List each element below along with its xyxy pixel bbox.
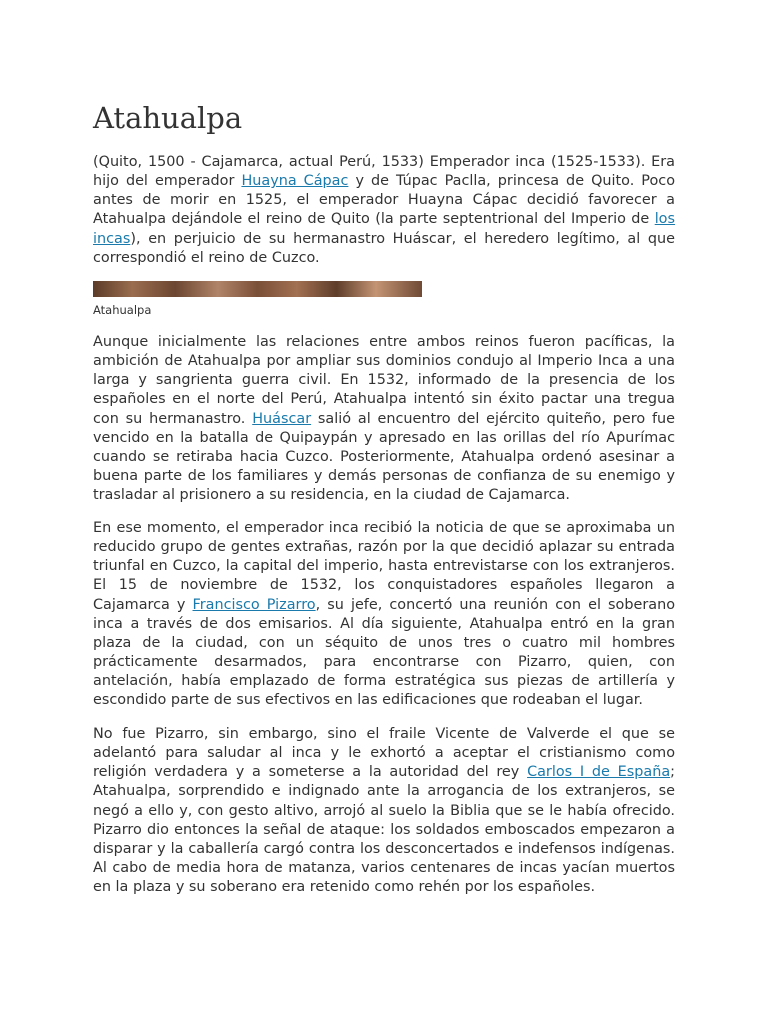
paragraph-intro — [93, 153, 675, 268]
link-los-incas[interactable]: los incas — [93, 211, 675, 247]
link-huayna-capac[interactable]: Huayna Cápac — [241, 173, 349, 190]
paragraph-civil-war — [93, 333, 675, 505]
link-carlos-i[interactable]: Carlos I de España — [527, 764, 671, 781]
paragraph-text: , su jefe, concertó una reunión con el soberano inca a través de dos emisarios. Al día siguiente, Atahualpa entró en la gran plaza de la ciudad, con un séquito de unos tres o cuatro mil hombres prácticamente desarmados, para encontrarse con Pizarro, quien, con antelación, había emplazado de forma estratégica sus piezas de artillería y escondido parte de sus efectivos en las edificaciones que rodeaban el lugar. — [93, 596, 676, 709]
paragraph-text: (Quito, 1500 - Cajamarca, actual Perú, 1533) Emperador inca (1525-1533). Era hijo del emperador — [93, 154, 675, 190]
image-caption: Atahualpa — [93, 303, 152, 317]
page-title: Atahualpa — [93, 101, 243, 135]
paragraph-text: salió al encuentro del ejército quiteño, pero fue vencido en la batalla de Quipaypán y apresado en las orillas del río Apurímac cuando se retiraba hacia Cuzco. Posteriormente, Atahualpa ordenó asesinar a buena parte de los familiares y demás personas de confianza de su enemigo y trasladar al prisionero a su residencia, en la ciudad de Cajamarca. — [93, 410, 675, 504]
paragraph-text: En ese momento, el emperador inca recibió la noticia de que se aproximaba un reducido grupo de gentes extrañas, razón por la que decidió aplazar su entrada triunfal en Cuzco, la capital del imperio, hasta entrevistarse con los extranjeros. El 15 de noviembre de 1532, los conquistadores españoles llegaron a Cajamarca y — [93, 520, 675, 613]
paragraph-text: ), en perjuicio de su hermanastro Huáscar, el heredero legítimo, al que correspondió el reino de Cuzco. — [93, 230, 675, 266]
paragraph-text: No fue Pizarro, sin embargo, sino el fraile Vicente de Valverde el que se adelantó para saludar al inca y le exhortó a aceptar el cristianismo como religión verdadera y a someterse a la autoridad del rey — [93, 726, 675, 781]
link-huascar[interactable]: Huáscar — [252, 410, 312, 427]
paragraph-capture — [93, 725, 675, 897]
paragraph-text: Aunque inicialmente las relaciones entre ambos reinos fueron pacíficas, la ambición de Atahualpa por ampliar sus dominios condujo al Imperio Inca a una larga y sangrienta guerra civil. En 1532, informado de la presencia de los españoles en el norte del Perú, Atahualpa intentó sin éxito pactar una tregua con su hermanastro. — [93, 334, 675, 427]
atahualpa-image — [93, 281, 422, 297]
link-francisco-pizarro[interactable]: Francisco Pizarro — [192, 596, 316, 613]
paragraph-text: ; Atahualpa, sorprendido e indignado ante la arrogancia de los extranjeros, se negó a ello y, con gesto altivo, arrojó al suelo la Biblia que se le había ofrecido. Pizarro dio entonces la señal de ataque: los soldados emboscados empezaron a disparar y la caballería cargó contra los desconcertados e indefensos indígenas. Al cabo de media hora de matanza, varios centenares de incas yacían muertos en la plaza y su soberano era retenido como rehén por los españoles. — [93, 764, 675, 896]
paragraph-text: y de Túpac Paclla, princesa de Quito. Poco antes de morir en 1525, el emperador Huayna Cápac decidió favorecer a Atahualpa dejándole el reino de Quito (la parte septentrional del Imperio de — [93, 173, 675, 228]
paragraph-cajamarca — [93, 519, 675, 711]
